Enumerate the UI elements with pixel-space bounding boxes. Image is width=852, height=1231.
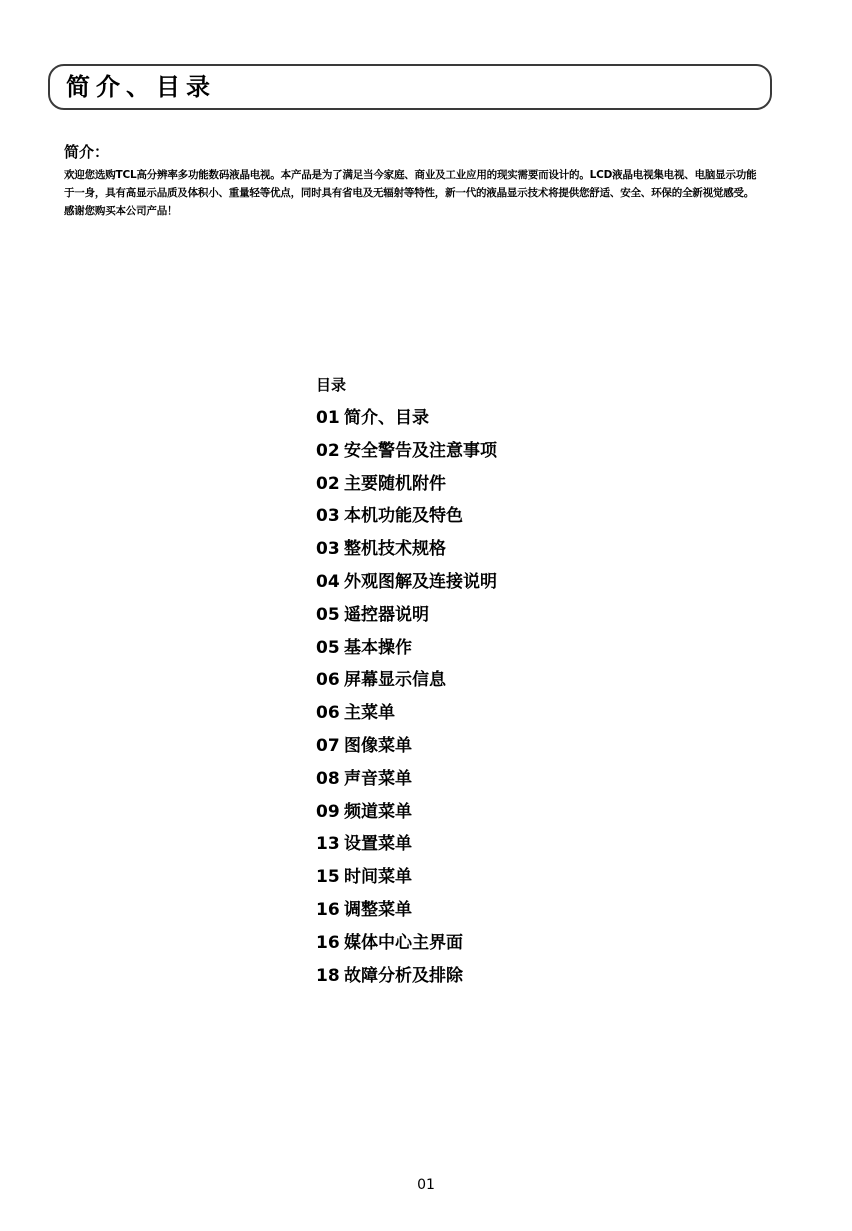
toc-item-page: 02 xyxy=(316,473,340,494)
toc-item-label: 安全警告及注意事项 xyxy=(344,440,497,461)
toc-item-page: 01 xyxy=(316,408,340,428)
toc-item xyxy=(316,927,636,960)
toc-item-label: 频道菜单 xyxy=(344,801,412,822)
toc-item-label: 本机功能及特色 xyxy=(344,506,463,527)
toc-item-label: 媒体中心主界面 xyxy=(344,932,463,953)
toc-item xyxy=(316,566,636,599)
toc-item-label: 声音菜单 xyxy=(344,768,412,789)
toc-item-label: 遥控器说明 xyxy=(344,604,429,625)
toc-item-label: 主菜单 xyxy=(344,703,395,724)
toc-title: 目录 xyxy=(316,376,347,394)
toc-item xyxy=(316,861,636,894)
page-number: 01 xyxy=(417,1177,435,1193)
toc-item xyxy=(316,730,636,763)
toc-item xyxy=(316,960,636,993)
toc-item xyxy=(316,500,636,533)
toc-item xyxy=(316,632,636,665)
toc-item xyxy=(316,664,636,697)
toc-item-page: 04 xyxy=(316,571,340,592)
toc-item-page: 02 xyxy=(316,440,340,461)
toc-item xyxy=(316,402,636,435)
section-title: 简介、目录 xyxy=(66,73,216,101)
toc-item xyxy=(316,763,636,796)
toc-item-page: 13 xyxy=(316,834,340,855)
toc-item-page: 16 xyxy=(316,899,340,920)
table-of-contents xyxy=(316,374,636,992)
toc-item-page: 07 xyxy=(316,735,340,756)
toc-item xyxy=(316,894,636,927)
toc-item-page: 15 xyxy=(316,867,340,888)
toc-item-label: 时间菜单 xyxy=(344,867,412,888)
toc-item-label: 故障分析及排除 xyxy=(344,965,463,986)
toc-item-label: 调整菜单 xyxy=(344,899,412,920)
toc-item xyxy=(316,796,636,829)
toc-item-page: 03 xyxy=(316,506,340,527)
toc-item-page: 18 xyxy=(316,965,340,986)
toc-item-page: 06 xyxy=(316,670,340,691)
toc-item-label: 屏幕显示信息 xyxy=(344,670,446,691)
toc-item-page: 06 xyxy=(316,703,340,724)
toc-item xyxy=(316,828,636,861)
toc-item-page: 16 xyxy=(316,932,340,953)
toc-item-label: 外观图解及连接说明 xyxy=(344,571,497,592)
intro-heading: 简介： xyxy=(64,143,110,161)
toc-item-label: 图像菜单 xyxy=(344,735,412,756)
toc-item-page: 09 xyxy=(316,801,340,822)
toc-item xyxy=(316,697,636,730)
section-header xyxy=(48,64,772,110)
toc-item-page: 05 xyxy=(316,637,340,658)
toc-item-page: 05 xyxy=(316,604,340,625)
intro-paragraph: 欢迎您选购TCL高分辨率多功能数码液晶电视。本产品是为了满足当今家庭、商业及工业应用的现实需要而设计的。LCD液晶电视集电视、电脑显示功能于一身，具有高显示品质及体积小、重量轻等优点，同时具有省电及无辐射等特性，新一代的液晶显示技术将提供您舒适、安全、环保的全新视觉感受。感谢您购买本公司产品！ xyxy=(64,169,757,217)
toc-item-page: 08 xyxy=(316,768,340,789)
toc-item xyxy=(316,435,636,468)
toc-item-label: 设置菜单 xyxy=(344,834,412,855)
toc-item-page: 03 xyxy=(316,539,340,560)
toc-item-label: 基本操作 xyxy=(344,637,412,658)
toc-item-label: 简介、目录 xyxy=(344,408,429,428)
toc-item-label: 整机技术规格 xyxy=(344,539,446,560)
toc-item xyxy=(316,599,636,632)
toc-list xyxy=(316,402,636,992)
toc-item xyxy=(316,468,636,501)
toc-item xyxy=(316,533,636,566)
toc-item-label: 主要随机附件 xyxy=(344,473,446,494)
